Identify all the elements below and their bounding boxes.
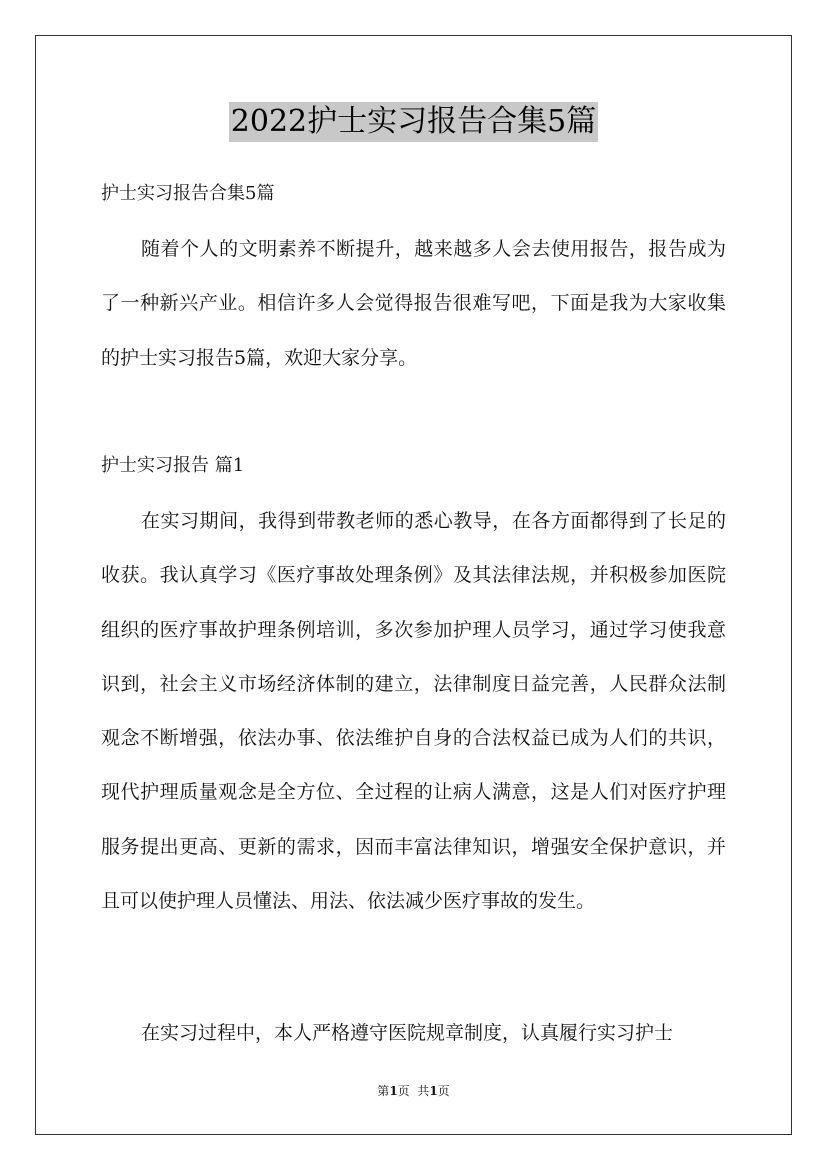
intro-paragraph: 随着个人的文明素养不断提升，越来越多人会去使用报告，报告成为了一种新兴产业。相信许多人会觉得报告很难写吧，下面是我为大家收集的护士实习报告5篇，欢迎大家分享。: [101, 238, 726, 369]
footer-page-suffix: 页: [437, 1084, 450, 1098]
document-title: 2022护士实习报告合集5篇: [229, 102, 598, 142]
footer-page-current: 1: [389, 1084, 398, 1098]
footer-page-total: 1: [429, 1084, 438, 1098]
footer-page-prefix: 第: [377, 1084, 390, 1098]
body-paragraph-1: 在实习期间，我得到带教老师的悉心教导，在各方面都得到了长足的收获。我认真学习《医疗事故处理条例》及其法律法规，并积极参加医院组织的医疗事故护理条例培训，多次参加护理人员学习，通过学习使我意识到，社会主义市场经济体制的建立，法律制度日益完善，人民群众法制观念不断增强，依法办事、依法维护自身的合法权益已成为人们的共识，现代护理质量观念是全方位、全过程的让病人满意，这是人们对医疗护理服务提出更高、更新的需求，因而丰富法律知识，增强安全保护意识，并且可以使护理人员懂法、用法、依法减少医疗事故的发生。: [101, 510, 726, 913]
footer-page-mid: 页 共: [397, 1084, 430, 1098]
body-paragraph-2: 在实习过程中，本人严格遵守医院规章制度，认真履行实习护士: [141, 1022, 674, 1044]
title-container: [0, 102, 827, 142]
page-footer: [0, 1083, 827, 1099]
section-heading: 护士实习报告 篇1: [101, 455, 245, 476]
document-subtitle: 护士实习报告合集5篇: [101, 183, 275, 204]
